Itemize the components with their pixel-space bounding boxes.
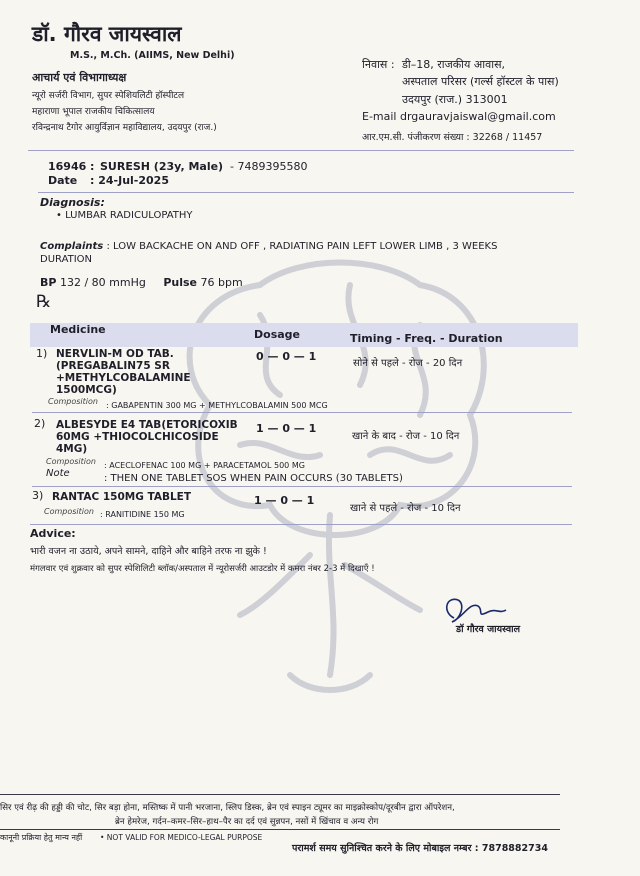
patient-divider [38,192,574,193]
med-2-composition-label: Composition [46,457,96,466]
signature-name: डॉ गौरव जायस्वाल [456,624,521,635]
med-2-timing: खाने के बाद - रोज - 10 दिन [352,431,460,442]
med-2-name: ALBESYDE E4 TAB(ETORICOXIB 60MG +THIOCOLCHICOSIDE 4MG) [56,419,238,455]
med-2-number: 2) [34,417,46,430]
dept-line-3: रविन्द्रनाथ टैगोर आयुर्विज्ञान महाविद्यालय, उदयपुर (राज.) [32,123,217,133]
med-3-timing: खाने से पहले - रोज - 10 दिन [350,503,461,514]
dept-line-2: महाराणा भूपाल राजकीय चिकित्सालय [32,107,155,117]
advice-line-2: मंगलवार एवं शुक्रवार को सुपर स्पेशिलिटी ब्लॉक/अस्पताल में न्यूरोसर्जरी आउटडोर में कमरा नंबर 2-3 में दिखाएँ ! [30,564,375,574]
header-timing: Timing - Freq. - Duration [350,332,503,345]
bp-value: 132 / 80 mmHg [59,276,146,289]
med-2-note-label: Note [46,468,70,479]
med-3-composition: : RANITIDINE 150 MG [100,510,185,519]
patient-name: SURESH (23y, Male) [100,160,224,173]
med-1-divider [32,412,572,413]
med-2-divider [32,486,572,487]
complaints-label: Complaints [40,241,104,252]
footer-line-2: ब्रेन हेमरेज, गर्दन–कमर–सिर–हाथ–पैर का दर्द एवं सुन्नपन, नसों में खिंचाव व अन्य रोग [115,817,379,827]
med-3-dosage: 1 — 0 — 1 [254,494,315,507]
med-3-name: RANTAC 150MG TABLET [52,491,191,503]
doctor-degree: M.S., M.Ch. (AIIMS, New Delhi) [70,50,235,61]
bp-label: BP [40,276,57,289]
residence-line-1: डी–18, राजकीय आवास, [402,58,506,71]
patient-phone: - 7489395580 [230,160,308,173]
footer-line-1: सिर एवं रीढ़ की हड्डी की चोट, सिर बड़ा होना, मस्तिष्क में पानी भरजाना, स्लिप डिस्क, ब्रेन एवं स्पाइन ट्यूमर का माइक्रोस्कोप/दूरबीन द्वारा ऑपरेशन, [0,803,455,813]
header-medicine: Medicine [50,323,106,336]
date-label: Date [48,174,78,187]
diagnosis-label: Diagnosis: [40,196,105,209]
med-2-note: : THEN ONE TABLET SOS WHEN PAIN OCCURS (30 TABLETS) [104,473,403,484]
footer-rule-bottom [0,829,560,830]
residence-line-2: अस्पताल परिसर (गर्ल्स हॉस्टल के पास) [402,75,559,88]
pulse-label: Pulse [163,276,197,289]
pulse-value: 76 bpm [200,276,243,289]
patient-id: 16946 [48,160,87,173]
med-1-timing: सोने से पहले - रोज - 20 दिन [353,358,463,369]
rx-symbol: ℞ [36,292,52,312]
doctor-name-header: डॉ. गौरव जायस्वाल [32,22,182,46]
med-1-dosage: 0 — 0 — 1 [256,350,317,363]
residence-label: निवास : [362,58,395,71]
footer-appointment: परामर्श समय सुनिश्चित करने के लिए मोबाइल नम्बर : 7878882734 [292,843,548,854]
med-3-divider [30,524,572,525]
med-2-dosage: 1 — 0 — 1 [256,422,317,435]
advice-line-1: भारी वजन ना उठाये, अपने सामने, दाहिने और बाहिने तरफ ना झुके ! [30,546,267,557]
header-divider [28,150,574,151]
header-dosage: Dosage [254,328,300,341]
residence-line-3: उदयपुर (राज.) 313001 [402,93,508,106]
diagnosis-item: • LUMBAR RADICULOPATHY [56,210,193,221]
med-2-composition: : ACECLOFENAC 100 MG + PARACETAMOL 500 MG [104,461,305,470]
patient-sep: : [90,160,95,173]
med-1-name: NERVLIN-M OD TAB. (PREGABALIN75 SR +METHYLCOBALAMINE 1500MCG) [56,348,191,396]
advice-label: Advice: [30,527,76,540]
med-1-composition-label: Composition [48,397,98,406]
footer-rule-top [0,794,560,795]
footer-legal-en: • NOT VALID FOR MEDICO-LEGAL PURPOSE [100,833,263,842]
complaints-text-2: DURATION [40,254,93,265]
med-3-number: 3) [32,489,44,502]
registration-number: आर.एम.सी. पंजीकरण संख्या : 32268 / 11457 [362,132,543,143]
med-1-composition: : GABAPENTIN 300 MG + METHYLCOBALAMIN 500 MCG [106,401,328,410]
med-3-composition-label: Composition [44,507,94,516]
email-address: drgauravjaiswal@gmail.com [400,110,556,123]
med-1-number: 1) [36,347,48,360]
complaints-text: : LOW BACKACHE ON AND OFF , RADIATING PAIN LEFT LOWER LIMB , 3 WEEKS [106,241,498,252]
footer-legal-hi: कानूनी प्रक्रिया हेतु मान्य नहीं [0,833,83,842]
visit-date: 24-Jul-2025 [98,174,169,187]
email-label: E-mail [362,110,397,123]
doctor-designation: आचार्य एवं विभागाध्यक्ष [32,71,127,84]
dept-line-1: न्यूरो सर्जरी विभाग, सुपर स्पेशियलिटी हॉस्पीटल [32,91,185,101]
